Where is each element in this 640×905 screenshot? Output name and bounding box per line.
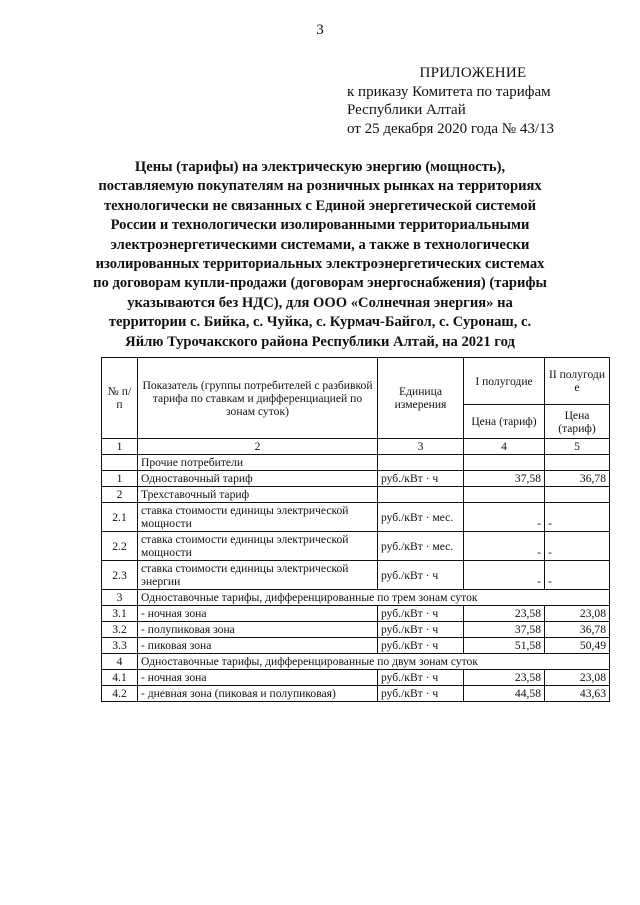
row-value-1: 51,58	[464, 638, 545, 654]
row-num: 2	[102, 487, 138, 503]
table-row	[102, 638, 610, 654]
row-value-2	[545, 455, 610, 471]
row-value-2: 23,08	[545, 606, 610, 622]
row-value-1	[464, 487, 545, 503]
row-indicator: ставка стоимости единицы электрической мощности	[138, 532, 378, 561]
appendix-title: ПРИЛОЖЕНИЕ	[419, 65, 527, 81]
table-row	[102, 455, 610, 471]
row-indicator: Одноставочные тарифы, дифференцированные по трем зонам суток	[138, 590, 610, 606]
appendix-line: от 25 декабря 2020 года № 43/13	[347, 120, 555, 137]
row-value-2: 36,78	[545, 471, 610, 487]
row-unit: руб./кВт · ч	[378, 670, 464, 686]
tariff-table	[101, 357, 610, 702]
row-unit: руб./кВт · ч	[378, 606, 464, 622]
row-unit: руб./кВт · мес.	[378, 532, 464, 561]
row-value-1: 37,58	[464, 622, 545, 638]
header-indicator: Показатель (группы потребителей с разбивкой тарифа по ставкам и дифференциацией по зонам суток)	[138, 358, 378, 439]
column-number: 5	[545, 439, 610, 455]
row-unit	[378, 455, 464, 471]
row-num: 4.1	[102, 670, 138, 686]
heading-line: территории с. Бийка, с. Чуйка, с. Курмач-Байгол, с. Суронаш, с.	[108, 314, 532, 331]
row-value-1: -	[464, 503, 545, 532]
document-heading	[92, 158, 548, 352]
column-number: 1	[102, 439, 138, 455]
header-num: № п/п	[102, 358, 138, 439]
row-indicator: - полупиковая зона	[138, 622, 378, 638]
header-unit: Единица измерения	[378, 358, 464, 439]
page-number: 3	[316, 22, 324, 38]
table-row	[102, 532, 610, 561]
row-num: 3	[102, 590, 138, 606]
row-value-2: 36,78	[545, 622, 610, 638]
row-indicator: - ночная зона	[138, 606, 378, 622]
table-row	[102, 686, 610, 702]
row-num: 4	[102, 654, 138, 670]
table-row	[102, 670, 610, 686]
appendix-block	[347, 64, 607, 138]
table-row	[102, 561, 610, 590]
row-indicator: Одноставочные тарифы, дифференцированные по двум зонам суток	[138, 654, 610, 670]
row-indicator: - ночная зона	[138, 670, 378, 686]
row-num: 1	[102, 471, 138, 487]
row-value-1: 23,58	[464, 670, 545, 686]
header-half-2: II полугоди е	[545, 358, 610, 405]
table-row	[102, 654, 610, 670]
column-number: 3	[378, 439, 464, 455]
table-row	[102, 471, 610, 487]
column-numbers-row	[102, 439, 610, 455]
row-value-1: -	[464, 561, 545, 590]
header-price-2: Цена (тариф)	[545, 405, 610, 439]
row-indicator: Прочие потребители	[138, 455, 378, 471]
row-value-2: 43,63	[545, 686, 610, 702]
heading-line: России и технологически изолированными территориальными	[110, 217, 530, 234]
appendix-line: к приказу Комитета по тарифам	[347, 83, 551, 100]
table-row	[102, 622, 610, 638]
row-indicator: ставка стоимости единицы электрической энергии	[138, 561, 378, 590]
row-num: 4.2	[102, 686, 138, 702]
row-unit: руб./кВт · ч	[378, 686, 464, 702]
appendix-line: Республики Алтай	[347, 102, 466, 118]
row-indicator: - дневная зона (пиковая и полупиковая)	[138, 686, 378, 702]
row-unit: руб./кВт · ч	[378, 471, 464, 487]
row-num	[102, 455, 138, 471]
row-indicator: - пиковая зона	[138, 638, 378, 654]
heading-line: электроэнергетическими системами, а также в технологически	[110, 236, 530, 253]
table-row	[102, 606, 610, 622]
row-num: 3.2	[102, 622, 138, 638]
heading-line: указываются без НДС), для ООО «Солнечная энергия» на	[127, 294, 513, 311]
row-num: 2.2	[102, 532, 138, 561]
heading-line: изолированных территориальных электроэнергетических системах	[95, 256, 545, 273]
row-value-2	[545, 487, 610, 503]
table-row	[102, 487, 610, 503]
column-number: 4	[464, 439, 545, 455]
row-unit: руб./кВт · ч	[378, 638, 464, 654]
row-indicator: Трехставочный тариф	[138, 487, 378, 503]
row-value-1: 37,58	[464, 471, 545, 487]
column-number: 2	[138, 439, 378, 455]
row-value-2: -	[545, 561, 610, 590]
row-indicator: Одноставочный тариф	[138, 471, 378, 487]
heading-line: по договорам купли-продажи (договорам энергоснабжения) (тарифы	[93, 275, 547, 292]
row-num: 3.3	[102, 638, 138, 654]
heading-line: Яйлю Турочакского района Республики Алтай, на 2021 год	[125, 333, 515, 350]
header-half-1: I полугодие	[464, 358, 545, 405]
row-num: 2.1	[102, 503, 138, 532]
row-indicator: ставка стоимости единицы электрической мощности	[138, 503, 378, 532]
row-num: 2.3	[102, 561, 138, 590]
heading-line: поставляемую покупателям на розничных рынках на территориях	[98, 178, 542, 195]
row-value-1: 44,58	[464, 686, 545, 702]
row-value-2: -	[545, 503, 610, 532]
row-value-1	[464, 455, 545, 471]
row-num: 3.1	[102, 606, 138, 622]
heading-line: Цены (тарифы) на электрическую энергию (мощность),	[134, 159, 506, 175]
row-unit: руб./кВт · ч	[378, 622, 464, 638]
heading-line: технологически не связанных с Единой энергетической системой	[103, 197, 537, 214]
row-unit: руб./кВт · ч	[378, 561, 464, 590]
header-price-1: Цена (тариф)	[464, 405, 545, 439]
row-unit	[378, 487, 464, 503]
table-header-row	[102, 358, 610, 405]
row-value-1: -	[464, 532, 545, 561]
row-value-2: 23,08	[545, 670, 610, 686]
table-row	[102, 590, 610, 606]
row-value-2: -	[545, 532, 610, 561]
row-value-1: 23,58	[464, 606, 545, 622]
table-row	[102, 503, 610, 532]
row-unit: руб./кВт · мес.	[378, 503, 464, 532]
row-value-2: 50,49	[545, 638, 610, 654]
